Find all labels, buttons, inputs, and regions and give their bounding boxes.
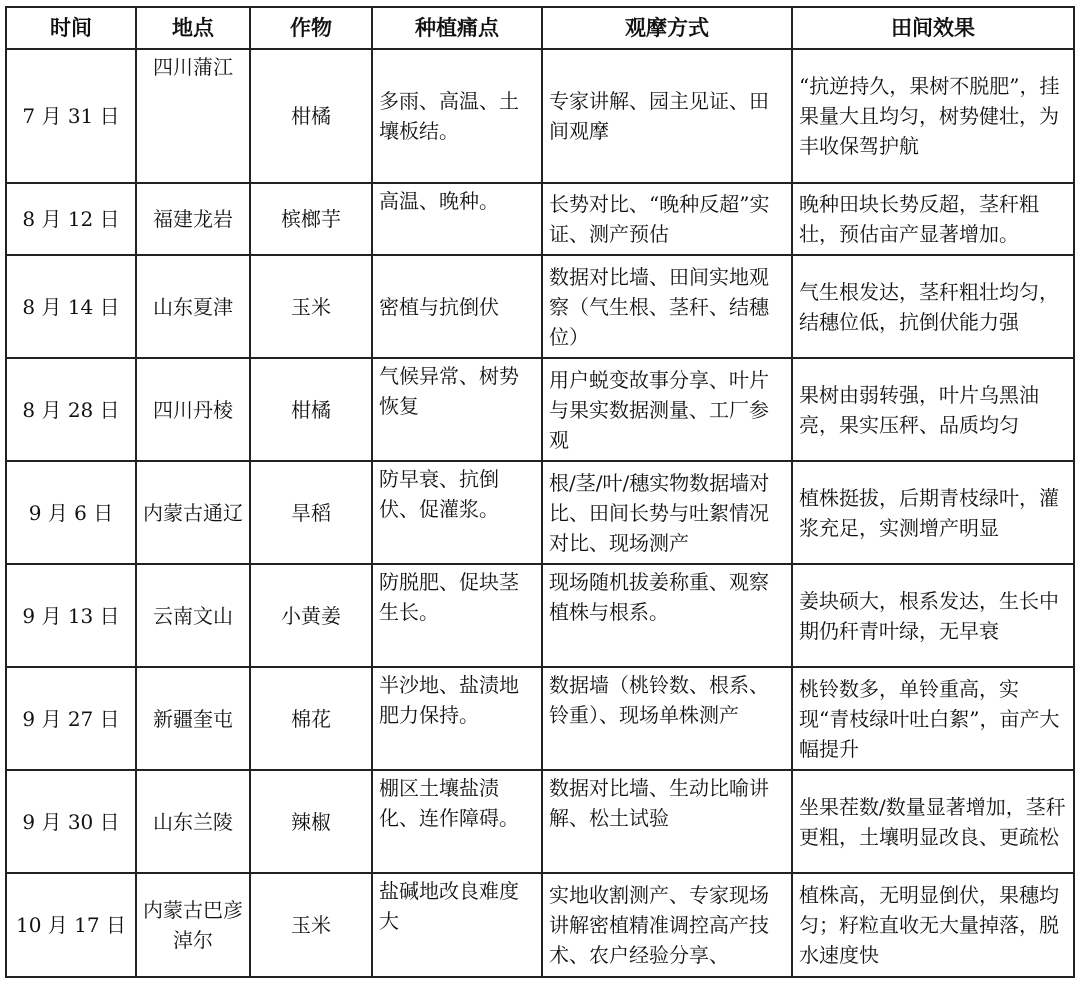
cell-method: 专家讲解、园主见证、田间观摩 [542, 49, 792, 183]
cell-crop: 辣椒 [250, 770, 372, 873]
cell-place: 山东兰陵 [136, 770, 250, 873]
cell-method: 根/茎/叶/穗实物数据墙对比、田间长势与吐絮情况对比、现场测产 [542, 461, 792, 564]
cell-effect: 植株高，无明显倒伏，果穗均匀；籽粒直收无大量掉落，脱水速度快 [792, 873, 1074, 977]
cell-pain-point: 密植与抗倒伏 [372, 255, 542, 358]
header-row [6, 7, 1074, 49]
table-row [6, 770, 1074, 873]
cell-place: 山东夏津 [136, 255, 250, 358]
cell-effect: 果树由弱转强，叶片乌黑油亮，果实压秤、品质均匀 [792, 358, 1074, 461]
field-demo-table [5, 6, 1075, 978]
cell-place: 四川丹棱 [136, 358, 250, 461]
cell-date: 9 月 6 日 [6, 461, 136, 564]
cell-crop: 槟榔芋 [250, 183, 372, 255]
table-row [6, 358, 1074, 461]
table-row [6, 461, 1074, 564]
header-pain-point: 种植痛点 [372, 7, 542, 49]
cell-place: 新疆奎屯 [136, 667, 250, 770]
cell-pain-point: 多雨、高温、土壤板结。 [372, 49, 542, 183]
cell-crop: 小黄姜 [250, 564, 372, 667]
cell-effect: 坐果茬数/数量显著增加，茎秆更粗，土壤明显改良、更疏松 [792, 770, 1074, 873]
header-method: 观摩方式 [542, 7, 792, 49]
cell-place: 内蒙古巴彦淖尔 [136, 873, 250, 977]
cell-date: 9 月 27 日 [6, 667, 136, 770]
cell-method: 长势对比、“晚种反超”实证、测产预估 [542, 183, 792, 255]
cell-method: 数据对比墙、生动比喻讲解、松土试验 [542, 770, 792, 873]
header-crop: 作物 [250, 7, 372, 49]
cell-effect: 晚种田块长势反超，茎秆粗壮，预估亩产显著增加。 [792, 183, 1074, 255]
cell-crop: 柑橘 [250, 358, 372, 461]
cell-place: 福建龙岩 [136, 183, 250, 255]
header-date: 时间 [6, 7, 136, 49]
table-row [6, 49, 1074, 183]
cell-effect: 植株挺拔，后期青枝绿叶，灌浆充足，实测增产明显 [792, 461, 1074, 564]
cell-date: 7 月 31 日 [6, 49, 136, 183]
table-row [6, 667, 1074, 770]
header-place: 地点 [136, 7, 250, 49]
cell-date: 8 月 28 日 [6, 358, 136, 461]
cell-pain-point: 棚区土壤盐渍化、连作障碍。 [372, 770, 542, 873]
cell-method: 实地收割测产、专家现场讲解密植精准调控高产技术、农户经验分享、 [542, 873, 792, 977]
table-row [6, 183, 1074, 255]
table-row [6, 255, 1074, 358]
cell-pain-point: 防早衰、抗倒伏、促灌浆。 [372, 461, 542, 564]
cell-date: 8 月 12 日 [6, 183, 136, 255]
cell-date: 9 月 13 日 [6, 564, 136, 667]
cell-place: 四川蒲江 [136, 49, 250, 183]
cell-pain-point: 盐碱地改良难度大 [372, 873, 542, 977]
cell-effect: “抗逆持久，果树不脱肥”，挂果量大且均匀，树势健壮，为丰收保驾护航 [792, 49, 1074, 183]
cell-crop: 柑橘 [250, 49, 372, 183]
cell-method: 现场随机拔姜称重、观察植株与根系。 [542, 564, 792, 667]
cell-effect: 气生根发达，茎秆粗壮均匀，结穗位低，抗倒伏能力强 [792, 255, 1074, 358]
table-row [6, 564, 1074, 667]
cell-pain-point: 高温、晚种。 [372, 183, 542, 255]
cell-pain-point: 气候异常、树势恢复 [372, 358, 542, 461]
cell-date: 9 月 30 日 [6, 770, 136, 873]
cell-method: 数据墙（桃铃数、根系、铃重）、现场单株测产 [542, 667, 792, 770]
cell-crop: 玉米 [250, 873, 372, 977]
cell-crop: 玉米 [250, 255, 372, 358]
header-effect: 田间效果 [792, 7, 1074, 49]
cell-date: 8 月 14 日 [6, 255, 136, 358]
cell-crop: 旱稻 [250, 461, 372, 564]
cell-effect: 桃铃数多，单铃重高，实现“青枝绿叶吐白絮”，亩产大幅提升 [792, 667, 1074, 770]
cell-pain-point: 防脱肥、促块茎生长。 [372, 564, 542, 667]
cell-pain-point: 半沙地、盐渍地肥力保持。 [372, 667, 542, 770]
cell-crop: 棉花 [250, 667, 372, 770]
cell-place: 云南文山 [136, 564, 250, 667]
cell-method: 数据对比墙、田间实地观察（气生根、茎秆、结穗位） [542, 255, 792, 358]
cell-place: 内蒙古通辽 [136, 461, 250, 564]
cell-method: 用户蜕变故事分享、叶片与果实数据测量、工厂参观 [542, 358, 792, 461]
cell-date: 10 月 17 日 [6, 873, 136, 977]
cell-effect: 姜块硕大，根系发达，生长中期仍秆青叶绿，无早衰 [792, 564, 1074, 667]
table-row [6, 873, 1074, 977]
